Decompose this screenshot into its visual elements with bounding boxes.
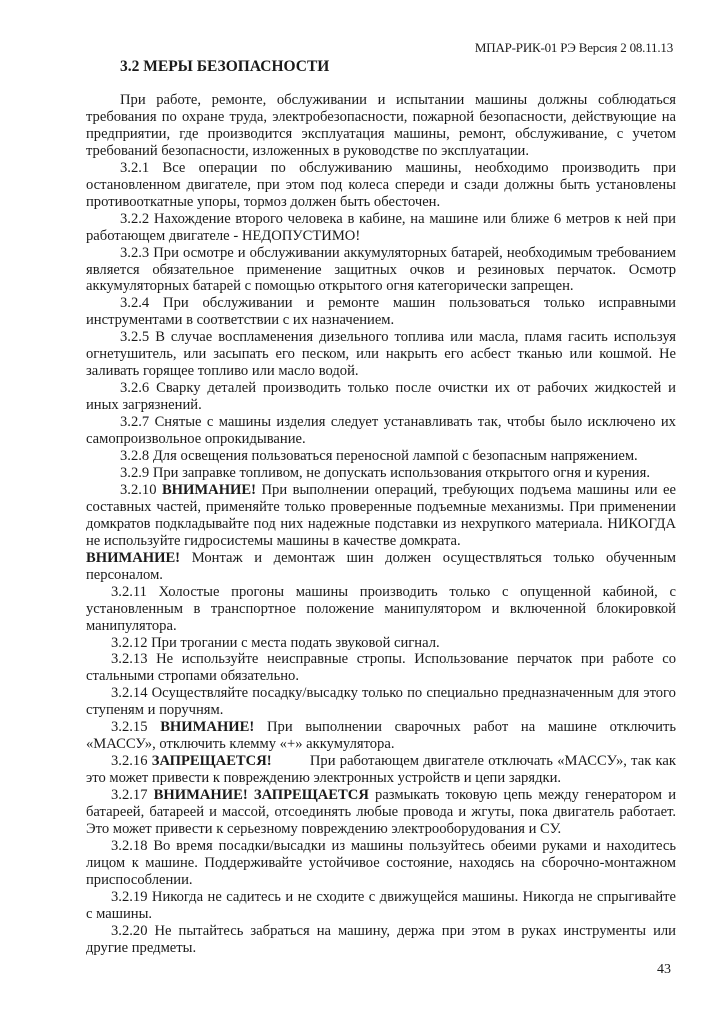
item-number: 3.2.1 <box>120 159 150 176</box>
item-number: 3.2.4 <box>120 295 150 312</box>
item-text: Сварку деталей производить только после очистки их от рабочих жидкостей и иных загрязнений. <box>86 380 676 414</box>
safety-item-3-2-12 <box>86 635 676 652</box>
safety-item-3-2-1 <box>86 160 676 211</box>
item-text: При трогании с места подать звуковой сигнал. <box>151 634 440 651</box>
item-text: Все операции по обслуживанию машины, необходимо производить при остановленном двигателе, при этом под колеса спереди и сзади должны быть установлены противооткатные упоры, тормоз должен быть обесточен. <box>86 159 676 210</box>
item-text: При обслуживании и ремонте машин пользоваться только исправными инструментами в соответствии с их назначением. <box>86 295 676 329</box>
tire-warning-paragraph <box>86 550 676 584</box>
item-number: 3.2.3 <box>120 244 150 261</box>
safety-item-3-2-4 <box>86 295 676 329</box>
item-number: 3.2.13 <box>111 651 148 668</box>
document-header-reference: МПАР-РИК-01 РЭ Версия 2 08.11.13 <box>474 40 673 55</box>
item-number: 3.2.15 <box>111 719 148 736</box>
item-number: 3.2.16 <box>111 753 148 770</box>
warning-label: ВНИМАНИЕ! <box>86 549 181 566</box>
safety-item-3-2-14 <box>86 685 676 719</box>
item-text: Не используйте неисправные стропы. Использование перчаток при работе со стальными стропами обязательно. <box>86 651 676 685</box>
safety-item-3-2-3 <box>86 245 676 296</box>
item-number: 3.2.17 <box>111 787 148 804</box>
document-body <box>86 92 676 957</box>
safety-item-3-2-15 <box>86 719 676 753</box>
item-text: При работающем двигателе отключать «МАССУ», так как это может привести к повреждению электронных устройств и цепи зарядки. <box>86 753 676 787</box>
item-number: 3.2.5 <box>120 329 150 346</box>
item-number: 3.2.8 <box>120 448 150 465</box>
safety-item-3-2-13 <box>86 651 676 685</box>
item-number: 3.2.18 <box>111 837 148 854</box>
item-text: размыкать токовую цепь между генератором и батареей, батареей и массой, отсоединять любые провода и жгуты, пока двигатель работает. Это может привести к серьезному повреждению электрооборудования и СУ. <box>86 787 677 837</box>
page-number: 43 <box>657 962 671 977</box>
safety-item-3-2-5 <box>86 329 676 380</box>
item-text: Снятые с машины изделия следует устанавливать так, чтобы было исключено их самопроизвольное опрокидывание. <box>86 414 676 448</box>
warning-label: ВНИМАНИЕ! <box>161 481 257 498</box>
item-text: При заправке топливом, не допускать использования открытого огня и курения. <box>152 464 650 481</box>
warning-text: Монтаж и демонтаж шин должен осуществляться только обученным персоналом. <box>86 549 676 583</box>
intro-paragraph: При работе, ремонте, обслуживании и испытании машины должны соблюдаться требования по охране труда, электробезопасности, пожарной безопасности, действующие на предприятии, где производится эксплуатация машины, ремонт, обслуживание, с учетом требований безопасности, изложенных в руководстве по эксплуатации. <box>86 92 676 159</box>
item-number: 3.2.19 <box>111 888 148 905</box>
item-text: Холостые прогоны машины производить только с опущенной кабиной, с установленным в транспортное положение манипулятором и включенной блокировкой манипулятора. <box>86 583 676 634</box>
item-text: В случае воспламенения дизельного топлива или масла, пламя гасить используя огнетушитель, или засыпать его песком, или накрыть его асбест тканью или кошмой. Не заливать горящее топливо или масло водой. <box>86 329 676 380</box>
item-text: При осмотре и обслуживании аккумуляторных батарей, необходимым требованием является обязательное применение защитных очков и резиновых перчаток. Осмотр аккумуляторных батарей с помощью открытого огня категорически запрещен. <box>86 244 677 295</box>
item-text: Для освещения пользоваться переносной лампой с безопасным напряжением. <box>152 448 638 465</box>
item-number: 3.2.14 <box>111 685 148 702</box>
item-number: 3.2.11 <box>111 583 147 600</box>
section-title: 3.2 МЕРЫ БЕЗОПАСНОСТИ <box>120 58 330 75</box>
safety-item-3-2-16 <box>86 753 676 787</box>
prohibition-label: ЗАПРЕЩАЕТСЯ! <box>151 753 272 770</box>
item-number: 3.2.6 <box>120 380 150 397</box>
safety-item-3-2-6 <box>86 380 676 414</box>
item-number: 3.2.9 <box>120 464 150 481</box>
item-number: 3.2.7 <box>120 414 150 431</box>
item-number: 3.2.20 <box>111 922 148 939</box>
item-text: Осуществляйте посадку/высадку только по специально предназначенным для этого ступеням и поручням. <box>86 685 676 719</box>
warning-label: ВНИМАНИЕ! <box>160 719 255 736</box>
item-text: При выполнении сварочных работ на машине отключить «МАССУ», отключить клемму «+» аккумулятора. <box>86 719 676 753</box>
safety-item-3-2-18 <box>86 838 676 889</box>
warning-label: ВНИМАНИЕ! ЗАПРЕЩАЕТСЯ <box>153 787 369 804</box>
safety-item-3-2-9 <box>86 465 676 482</box>
safety-item-3-2-11 <box>86 584 676 635</box>
safety-item-3-2-17 <box>86 787 676 838</box>
item-text: Не пытайтесь забраться на машину, держа при этом в руках инструменты или другие предметы. <box>86 922 676 956</box>
safety-item-3-2-2 <box>86 211 676 245</box>
safety-item-3-2-8 <box>86 448 676 465</box>
safety-item-3-2-20 <box>86 923 676 957</box>
item-text: При выполнении операций, требующих подъема машины или ее составных частей, применяйте только проверенные подъемные механизмы. При применении домкратов подкладывайте под них надежные подставки из нехрупкого материала. НИКОГДА не используйте гидросистемы машины в качестве домкрата. <box>86 481 677 549</box>
safety-item-3-2-10 <box>86 482 676 550</box>
safety-item-3-2-7 <box>86 414 676 448</box>
item-number: 3.2.2 <box>120 210 150 227</box>
safety-item-3-2-19 <box>86 889 676 923</box>
item-number: 3.2.12 <box>111 634 148 651</box>
item-number: 3.2.10 <box>120 481 157 498</box>
item-text: Никогда не садитесь и не сходите с движущейся машины. Никогда не спрыгивайте с машины. <box>86 888 676 922</box>
item-text: Нахождение второго человека в кабине, на машине или ближе 6 метров к ней при работающем двигателе - НЕДОПУСТИМО! <box>86 210 676 244</box>
item-text: Во время посадки/высадки из машины пользуйтесь обеими руками и находитесь лицом к машине. Поддерживайте устойчивое состояние, находясь на сборочно-монтажном приспособлении. <box>86 837 676 888</box>
